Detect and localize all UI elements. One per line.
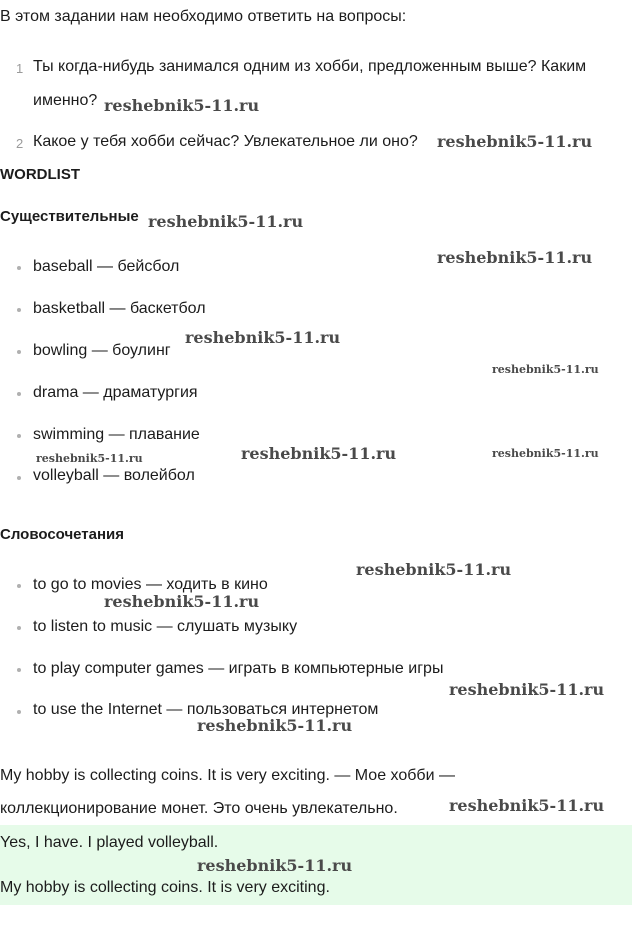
watermark: reshebnik5-11.ru bbox=[241, 444, 397, 463]
phrases-heading: Словосочетания bbox=[0, 526, 125, 543]
list-item: swimming — плавание bbox=[33, 426, 200, 443]
example-text-cont: коллекционирование монет. Это очень увлекательно. bbox=[0, 800, 398, 817]
bullet-icon bbox=[17, 668, 21, 672]
bullet-icon bbox=[17, 392, 21, 396]
watermark: reshebnik5-11.ru bbox=[36, 452, 143, 465]
watermark: reshebnik5-11.ru bbox=[437, 132, 593, 151]
question-text: Какое у тебя хобби сейчас? Увлекательное ли оно? bbox=[33, 133, 418, 150]
list-item: drama — драматургия bbox=[33, 384, 198, 401]
bullet-icon bbox=[17, 476, 21, 480]
list-item: to play computer games — играть в компьютерные игры bbox=[33, 660, 444, 677]
answer-line: My hobby is collecting coins. It is very exciting. bbox=[0, 879, 330, 896]
watermark: reshebnik5-11.ru bbox=[197, 716, 353, 735]
watermark: reshebnik5-11.ru bbox=[492, 363, 599, 376]
bullet-icon bbox=[17, 308, 21, 312]
watermark: reshebnik5-11.ru bbox=[449, 796, 605, 815]
nouns-heading: Существительные bbox=[0, 208, 139, 225]
list-item: to go to movies — ходить в кино bbox=[33, 576, 268, 593]
intro-text: В этом задании нам необходимо ответить на вопросы: bbox=[0, 8, 407, 25]
list-item: volleyball — волейбол bbox=[33, 467, 195, 484]
question-number: 1 bbox=[16, 61, 24, 76]
list-item: baseball — бейсбол bbox=[33, 258, 180, 275]
watermark: reshebnik5-11.ru bbox=[197, 856, 353, 875]
bullet-icon bbox=[17, 266, 21, 270]
list-item: to use the Internet — пользоваться интернетом bbox=[33, 701, 379, 718]
example-text: My hobby is collecting coins. It is very exciting. — Мое хобби — bbox=[0, 767, 455, 784]
list-item: basketball — баскетбол bbox=[33, 300, 206, 317]
list-item: to listen to music — слушать музыку bbox=[33, 618, 298, 635]
watermark: reshebnik5-11.ru bbox=[104, 592, 260, 611]
bullet-icon bbox=[17, 626, 21, 630]
list-item: bowling — боулинг bbox=[33, 342, 171, 359]
answer-line: Yes, I have. I played volleyball. bbox=[0, 834, 219, 851]
watermark: reshebnik5-11.ru bbox=[148, 212, 304, 231]
watermark: reshebnik5-11.ru bbox=[104, 96, 260, 115]
bullet-icon bbox=[17, 710, 21, 714]
bullet-icon bbox=[17, 584, 21, 588]
watermark: reshebnik5-11.ru bbox=[449, 680, 605, 699]
watermark: reshebnik5-11.ru bbox=[356, 560, 512, 579]
wordlist-heading: WORDLIST bbox=[0, 166, 80, 183]
question-number: 2 bbox=[16, 136, 24, 151]
bullet-icon bbox=[17, 434, 21, 438]
bullet-icon bbox=[17, 350, 21, 354]
question-text-cont: именно? bbox=[33, 92, 98, 109]
watermark: reshebnik5-11.ru bbox=[492, 447, 599, 460]
watermark: reshebnik5-11.ru bbox=[437, 248, 593, 267]
question-text: Ты когда-нибудь занимался одним из хобби, предложенным выше? Каким bbox=[33, 58, 587, 75]
watermark: reshebnik5-11.ru bbox=[185, 328, 341, 347]
